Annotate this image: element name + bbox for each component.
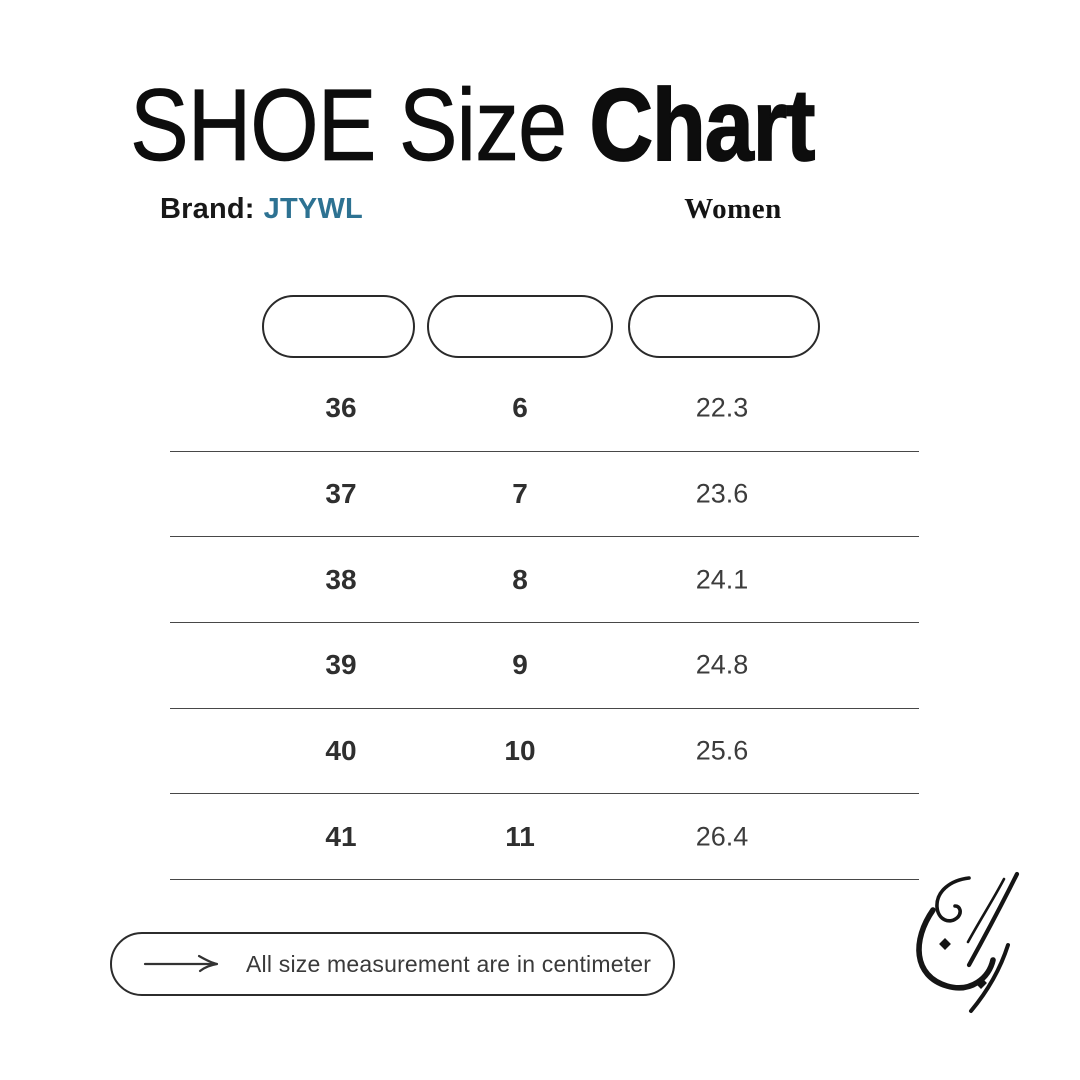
brand-line (160, 193, 363, 226)
eu-size-cell: 38 (325, 563, 357, 595)
table-row (170, 709, 919, 795)
table-row (170, 623, 919, 709)
us-size-cell: 6 (512, 392, 528, 424)
table-row (170, 366, 919, 452)
cm-size-cell: 24.1 (695, 564, 749, 595)
eu-size-cell: 41 (325, 820, 357, 852)
cm-size-cell: 23.6 (695, 478, 749, 509)
measurement-note-pill (110, 932, 675, 996)
us-size-cell: 11 (505, 820, 535, 852)
cm-size-cell: 25.6 (695, 735, 749, 766)
us-size-cell: 8 (512, 563, 528, 595)
column-header-pill-us (427, 295, 613, 358)
brand-label: Brand: (160, 193, 255, 225)
eu-size-cell: 39 (325, 649, 357, 681)
table-row (170, 537, 919, 623)
us-size-cell: 7 (512, 478, 528, 510)
page-title (130, 67, 815, 182)
measurement-note-text: All size measurement are in centimeter (246, 950, 652, 977)
page-title-bold: Chart (589, 67, 815, 182)
size-table (170, 366, 919, 880)
cm-size-cell: 22.3 (695, 392, 749, 423)
cm-size-cell: 26.4 (695, 821, 749, 852)
right-arrow-icon (142, 953, 222, 975)
brand-value: JTYWL (263, 193, 363, 225)
column-header-pill-cm (628, 295, 820, 358)
eu-size-cell: 36 (325, 392, 357, 424)
us-size-cell: 9 (512, 649, 528, 681)
calligraphy-signature-logo (905, 866, 1027, 1018)
table-row (170, 452, 919, 538)
column-header-pill-eu (262, 295, 415, 358)
eu-size-cell: 37 (325, 478, 357, 510)
page-title-regular: SHOE Size (130, 67, 567, 182)
us-size-cell: 10 (504, 735, 536, 767)
eu-size-cell: 40 (325, 735, 357, 767)
cm-size-cell: 24.8 (695, 649, 749, 680)
category-label: Women (684, 193, 782, 225)
table-row (170, 794, 919, 880)
